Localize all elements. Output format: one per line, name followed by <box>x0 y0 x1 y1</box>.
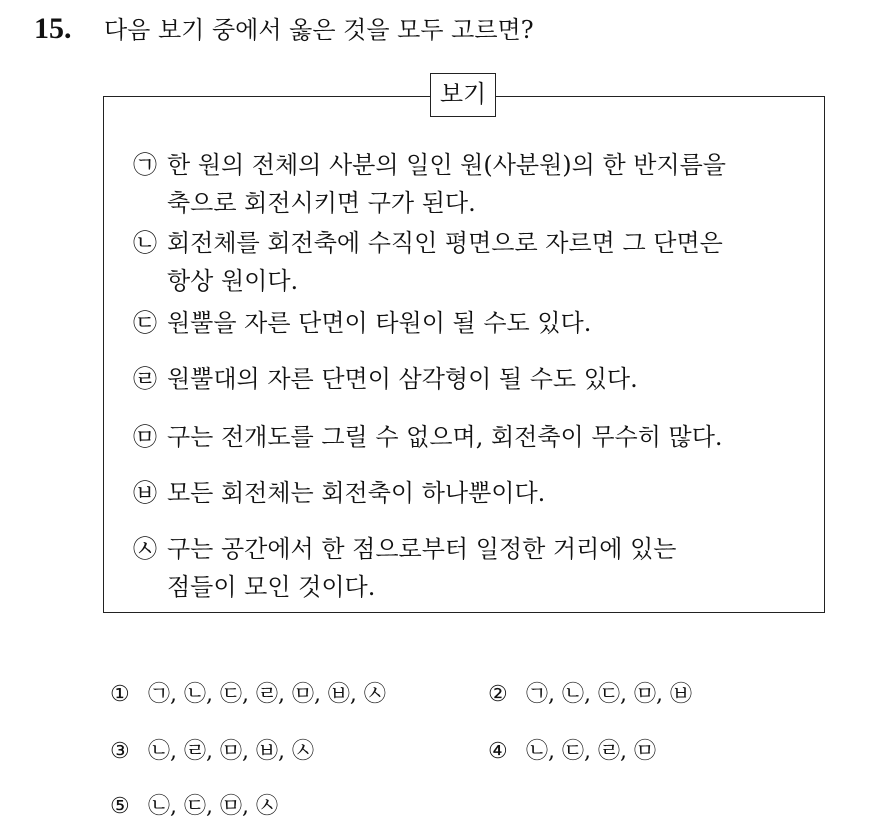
answer-choice-text: ㉡, ㉢, ㉣, ㉤ <box>526 739 656 764</box>
bogi-item-text-line1: 원뿔대의 자른 단면이 삼각형이 될 수도 있다. <box>167 365 638 393</box>
bogi-item-7 <box>133 530 676 606</box>
answer-choice-text: ㉡, ㉣, ㉤, ㉥, ㉦ <box>148 739 314 764</box>
bogi-item-text-line1: 원뿔을 자른 단면이 타원이 될 수도 있다. <box>167 309 592 337</box>
answer-choice-number: ⑤ <box>110 794 130 819</box>
bogi-item-text-line2: 축으로 회전시키면 구가 된다. <box>167 189 476 217</box>
answer-choice-2[interactable] <box>488 680 692 710</box>
answer-choice-text: ㉡, ㉢, ㉤, ㉦ <box>148 794 278 819</box>
bogi-item-text-line1: 회전체를 회전축에 수직인 평면으로 자르면 그 단면은 <box>167 229 723 257</box>
answer-choice-number: ④ <box>488 739 508 764</box>
bogi-item-5 <box>133 418 723 456</box>
bogi-item-3 <box>133 304 591 342</box>
bogi-item-mark: ㉠ <box>133 151 157 179</box>
answer-choice-number: ② <box>488 682 508 707</box>
answer-choice-number: ③ <box>110 739 130 764</box>
bogi-item-4 <box>133 360 638 398</box>
answer-choice-4[interactable] <box>488 737 656 767</box>
bogi-item-2 <box>133 224 723 300</box>
bogi-item-6 <box>133 474 545 512</box>
bogi-item-text-line2: 점들이 모인 것이다. <box>167 573 376 601</box>
bogi-item-text-line2: 항상 원이다. <box>167 267 299 295</box>
bogi-item-mark: ㉤ <box>133 423 157 451</box>
bogi-item-text-line1: 모든 회전체는 회전축이 하나뿐이다. <box>167 479 546 507</box>
answer-choice-text: ㉠, ㉡, ㉢, ㉣, ㉤, ㉥, ㉦ <box>148 682 386 707</box>
question-number: 15. <box>34 12 72 45</box>
bogi-item-mark: ㉥ <box>133 479 157 507</box>
question-text: 다음 보기 중에서 옳은 것을 모두 고르면? <box>104 16 534 44</box>
answer-choice-3[interactable] <box>110 737 314 767</box>
bogi-box-title: 보기 <box>430 73 496 117</box>
answer-choice-1[interactable] <box>110 680 386 710</box>
answer-choice-number: ① <box>110 682 130 707</box>
bogi-item-text-line1: 한 원의 전체의 사분의 일인 원(사분원)의 한 반지름을 <box>167 151 726 179</box>
answer-choice-5[interactable] <box>110 792 278 822</box>
bogi-item-mark: ㉦ <box>133 535 157 563</box>
bogi-item-mark: ㉢ <box>133 309 157 337</box>
bogi-item-text-line1: 구는 공간에서 한 점으로부터 일정한 거리에 있는 <box>167 535 677 563</box>
answer-choice-text: ㉠, ㉡, ㉢, ㉤, ㉥ <box>526 682 692 707</box>
bogi-item-mark: ㉣ <box>133 365 157 393</box>
bogi-item-1 <box>133 146 726 222</box>
bogi-item-text-line1: 구는 전개도를 그릴 수 없으며, 회전축이 무수히 많다. <box>167 423 723 451</box>
bogi-item-mark: ㉡ <box>133 229 157 257</box>
